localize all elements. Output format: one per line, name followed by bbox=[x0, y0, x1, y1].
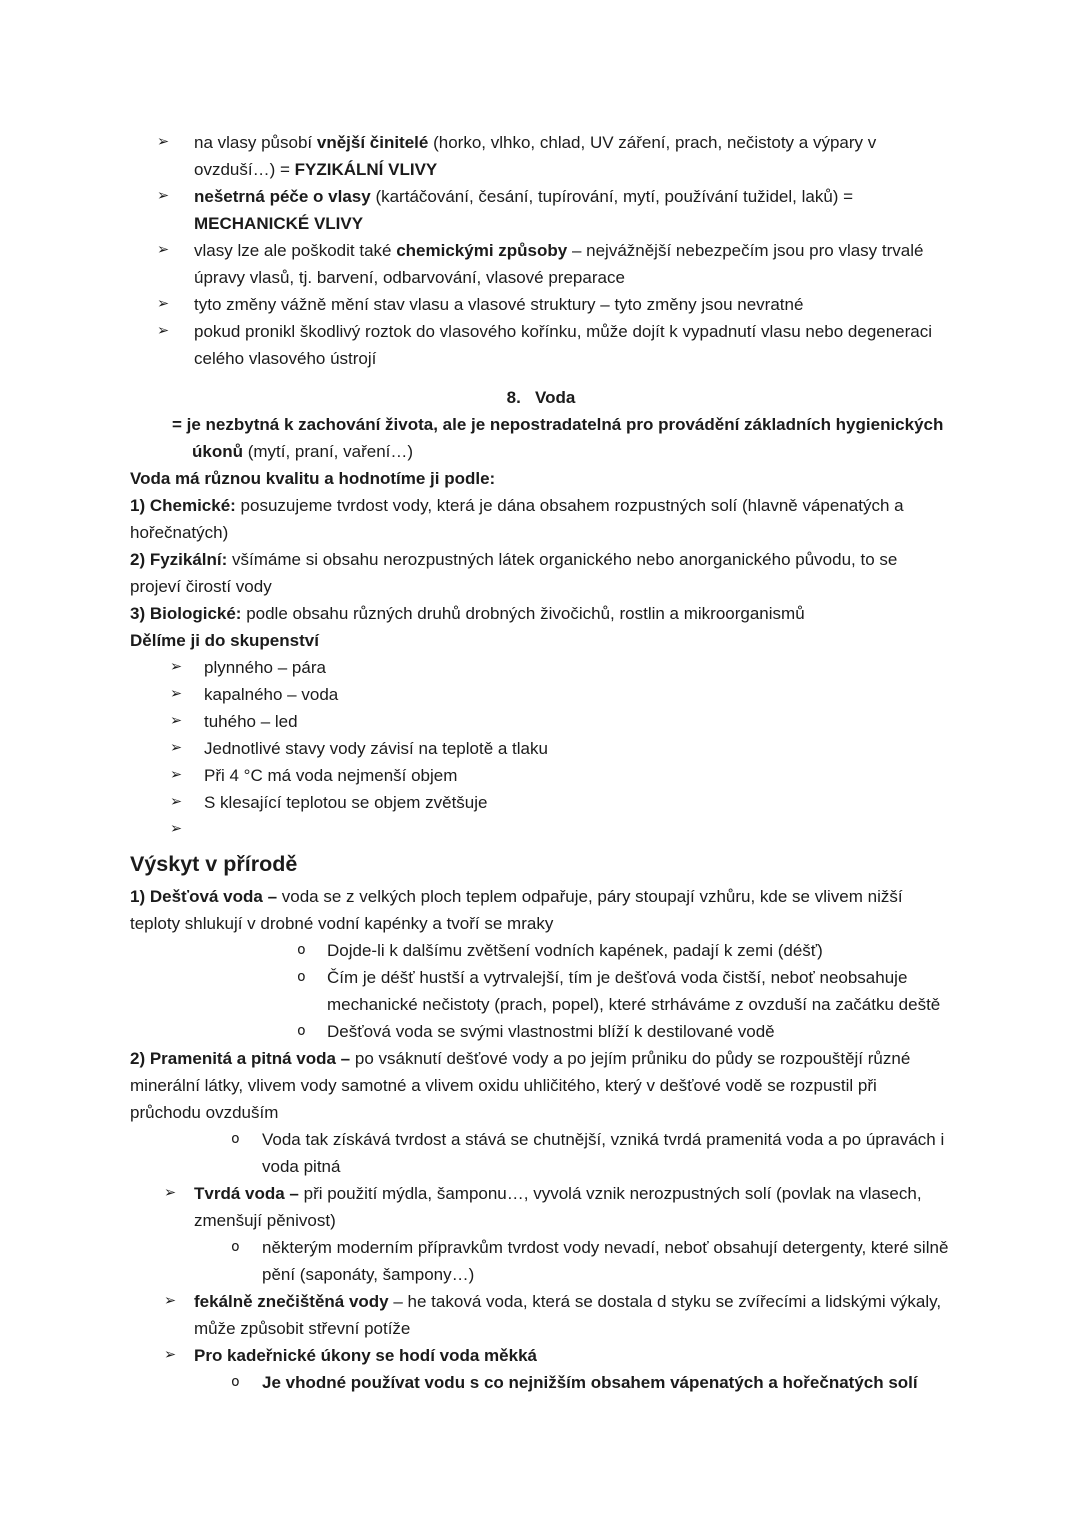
text-segment: – nejvážnější nebezpečím jsou pro vlasy trvalé úpravy vlasů, tj. barvení, odbarvování, vlasové preparace bbox=[194, 241, 929, 287]
text-segment: všímáme si obsahu nerozpustných látek organického nebo anorganického původu, to se projeví čirostí vody bbox=[130, 550, 903, 596]
circle-bullet-icon: o bbox=[297, 942, 306, 958]
paragraph bbox=[130, 546, 952, 600]
arrow-bullet-icon: ➢ bbox=[170, 794, 183, 810]
sub-bullet-item bbox=[130, 1018, 952, 1045]
text-segment: = je nezbytná k zachování života, ale je nepostradatelná pro provádění základních hygienických úkonů bbox=[172, 415, 949, 461]
text-segment: voda se z velkých ploch teplem odpařuje, páry stoupají vzhůru, kde se vlivem nižší teploty shlukují v drobné vodní kapénky a tvoří se mraky bbox=[130, 887, 908, 933]
text-segment: (mytí, praní, vaření…) bbox=[247, 442, 414, 461]
arrow-bullet-icon: ➢ bbox=[164, 1185, 177, 1201]
text-segment: chemickými způsoby bbox=[396, 241, 572, 260]
arrow-bullet-icon: ➢ bbox=[170, 686, 183, 702]
bullet-item bbox=[130, 654, 952, 681]
text-segment: Dešťová voda se svými vlastnostmi blíží k destilované vodě bbox=[327, 1022, 775, 1041]
circle-bullet-icon: o bbox=[231, 1374, 240, 1390]
arrow-bullet-icon: ➢ bbox=[164, 1293, 177, 1309]
arrow-bullet-icon: ➢ bbox=[157, 134, 170, 150]
circle-bullet-icon: o bbox=[297, 1023, 306, 1039]
paragraph bbox=[130, 465, 952, 492]
text-segment: Voda tak získává tvrdost a stává se chutnější, vzniká tvrdá pramenitá voda a po úpravách i voda pitná bbox=[262, 1130, 949, 1176]
paragraph bbox=[130, 627, 952, 654]
text-segment: pokud pronikl škodlivý roztok do vlasového kořínku, může dojít k vypadnutí vlasu nebo degeneraci celého vlasového ústrojí bbox=[194, 322, 937, 368]
arrow-bullet-icon: ➢ bbox=[170, 713, 183, 729]
text-segment: Tvrdá voda – bbox=[194, 1184, 304, 1203]
sub-bullet-item bbox=[130, 1369, 952, 1396]
arrow-bullet-icon: ➢ bbox=[170, 767, 183, 783]
definition-paragraph bbox=[130, 411, 952, 465]
arrow-bullet-icon: ➢ bbox=[170, 821, 183, 837]
text-segment: 2) Fyzikální: bbox=[130, 550, 233, 569]
text-segment: některým moderním přípravkům tvrdost vody nevadí, neboť obsahují detergenty, které silně pění (saponáty, šampony…) bbox=[262, 1238, 954, 1284]
chapter-heading bbox=[130, 384, 952, 411]
arrow-bullet-icon: ➢ bbox=[157, 296, 170, 312]
text-segment: 8. Voda bbox=[506, 388, 576, 407]
text-segment: FYZIKÁLNÍ VLIVY bbox=[294, 160, 438, 179]
text-segment: 3) Biologické: bbox=[130, 604, 247, 623]
text-segment: 2) Pramenitá a pitná voda – bbox=[130, 1049, 355, 1068]
bullet-item bbox=[130, 1342, 952, 1369]
text-segment: (kartáčování, česání, tupírování, mytí, používání tužidel, laků) = bbox=[375, 187, 858, 206]
arrow-bullet-icon: ➢ bbox=[164, 1347, 177, 1363]
bullet-item bbox=[130, 318, 952, 372]
bullet-item bbox=[130, 129, 952, 183]
text-segment: 1) Dešťová voda – bbox=[130, 887, 282, 906]
arrow-bullet-icon: ➢ bbox=[157, 242, 170, 258]
bullet-item bbox=[130, 708, 952, 735]
bullet-item bbox=[130, 183, 952, 237]
text-segment: na vlasy působí bbox=[194, 133, 317, 152]
sub-bullet-item bbox=[130, 1234, 952, 1288]
text-segment: Voda má různou kvalitu a hodnotíme ji podle: bbox=[130, 469, 496, 488]
paragraph-gap bbox=[130, 372, 952, 384]
sub-bullet-item bbox=[130, 1126, 952, 1180]
text-segment: fekálně znečištěná vody bbox=[194, 1292, 394, 1311]
sub-bullet-item bbox=[130, 964, 952, 1018]
bullet-item bbox=[130, 762, 952, 789]
circle-bullet-icon: o bbox=[231, 1239, 240, 1255]
text-segment: podle obsahu různých druhů drobných živočichů, rostlin a mikroorganismů bbox=[246, 604, 805, 623]
circle-bullet-icon: o bbox=[297, 969, 306, 985]
text-segment: (horko, vlhko, chlad, UV záření, prach, nečistoty a výpary v ovzduší…) = bbox=[194, 133, 881, 179]
bullet-item bbox=[130, 789, 952, 816]
text-segment: Dělíme ji do skupenství bbox=[130, 631, 319, 650]
paragraph bbox=[130, 492, 952, 546]
text-segment: Při 4 °C má voda nejmenší objem bbox=[204, 766, 458, 785]
text-segment: tuhého – led bbox=[204, 712, 298, 731]
bullet-item bbox=[130, 1180, 952, 1234]
text-segment: při použití mýdla, šamponu…, vyvolá vznik nerozpustných solí (povlak na vlasech, zmenšují pěnivost) bbox=[194, 1184, 927, 1230]
bullet-item bbox=[130, 237, 952, 291]
text-segment: nešetrná péče o vlasy bbox=[194, 187, 376, 206]
arrow-bullet-icon: ➢ bbox=[157, 323, 170, 339]
arrow-bullet-icon: ➢ bbox=[170, 659, 183, 675]
text-segment: vnější činitelé bbox=[316, 133, 434, 152]
paragraph bbox=[130, 883, 952, 937]
bullet-item bbox=[130, 1288, 952, 1342]
paragraph bbox=[130, 1045, 952, 1126]
arrow-bullet-icon: ➢ bbox=[170, 740, 183, 756]
text-segment: kapalného – voda bbox=[204, 685, 339, 704]
circle-bullet-icon: o bbox=[231, 1131, 240, 1147]
text-segment: Pro kadeřnické úkony se hodí voda měkká bbox=[194, 1346, 537, 1365]
bullet-item bbox=[130, 735, 952, 762]
text-segment: Čím je déšť hustší a vytrvalejší, tím je dešťová voda čistší, neboť neobsahuje mechanické nečistoty (prach, popel), které strháváme z ovzduší na začátku deště bbox=[327, 968, 941, 1014]
sub-bullet-item bbox=[130, 937, 952, 964]
text-segment: po vsáknutí dešťové vody a po jejím průniku do půdy se rozpouštějí různé minerální látky, vlivem vody samotné a vlivem oxidu uhličitého, který v dešťové vodě se rozpustil při průchodu ovzduším bbox=[130, 1049, 916, 1122]
bullet-item-empty bbox=[130, 816, 952, 843]
text-segment: S klesající teplotou se objem zvětšuje bbox=[204, 793, 488, 812]
paragraph bbox=[130, 600, 952, 627]
text-segment: – he taková voda, která se dostala d styku se zvířecími a lidskými výkaly, může způsobit střevní potíže bbox=[194, 1292, 946, 1338]
text-segment: 1) Chemické: bbox=[130, 496, 241, 515]
text-segment: posuzujeme tvrdost vody, která je dána obsahem rozpustných solí (hlavně vápenatých a hořečnatých) bbox=[130, 496, 909, 542]
arrow-bullet-icon: ➢ bbox=[157, 188, 170, 204]
text-segment: tyto změny vážně mění stav vlasu a vlasové struktury – tyto změny jsou nevratné bbox=[194, 295, 804, 314]
text-segment: Je vhodné používat vodu s co nejnižším obsahem vápenatých a hořečnatých solí bbox=[262, 1373, 918, 1392]
text-segment: MECHANICKÉ VLIVY bbox=[194, 214, 364, 233]
section-heading bbox=[130, 843, 952, 883]
bullet-item bbox=[130, 681, 952, 708]
bullet-item bbox=[130, 291, 952, 318]
text-segment: vlasy lze ale poškodit také bbox=[194, 241, 397, 260]
text-segment: plynného – pára bbox=[204, 658, 326, 677]
text-segment: Dojde-li k dalšímu zvětšení vodních kapének, padají k zemi (déšť) bbox=[327, 941, 823, 960]
text-segment: Výskyt v přírodě bbox=[130, 852, 298, 876]
text-segment: Jednotlivé stavy vody závisí na teplotě a tlaku bbox=[204, 739, 548, 758]
